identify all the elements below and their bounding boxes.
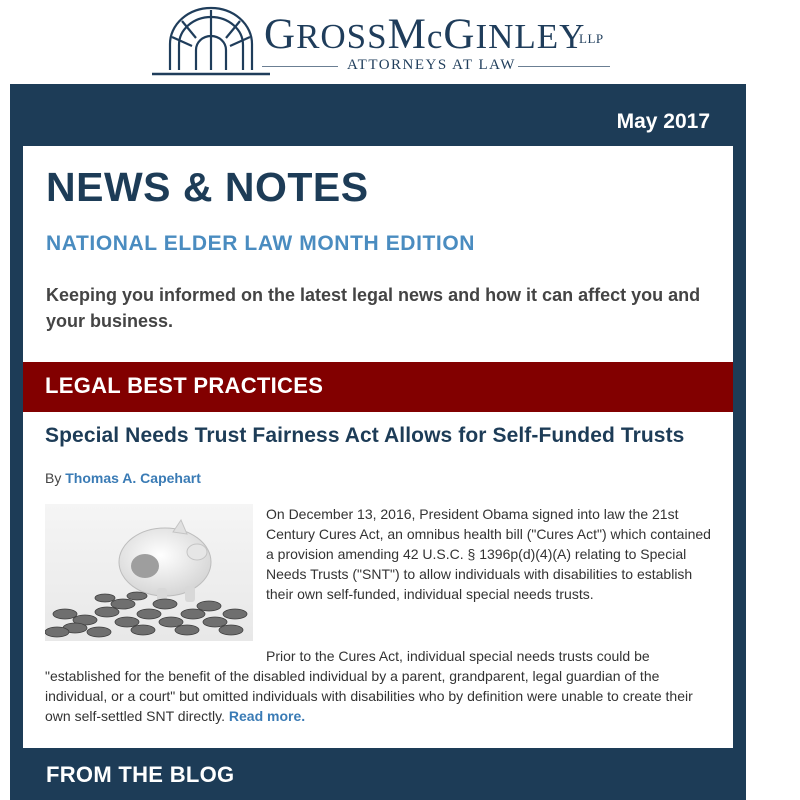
byline-prefix: By bbox=[45, 470, 62, 486]
firm-logo[interactable] bbox=[0, 0, 800, 84]
article-title-link[interactable]: Special Needs Trust Fairness Act Allows for Self-Funded Trusts bbox=[45, 424, 685, 447]
intro-text: Keeping you informed on the latest legal news and how it can affect you and your business. bbox=[46, 285, 701, 331]
tagline-rule-right bbox=[518, 66, 610, 67]
section-header-legal-best-practices bbox=[23, 362, 733, 412]
firm-suffix: LLP bbox=[579, 31, 604, 46]
article-paragraph-1: On December 13, 2016, President Obama signed into law the 21st Century Cures Act, an omnibus health bill ("Cures Act") which contained a provision amending 42 U.S.C. § 1396p(d)(4)(A) relating to Special Needs Trusts ("SNT") to allow individuals with disabilities to establish their own self-funded, individual special needs trusts. bbox=[266, 506, 711, 602]
author-link[interactable]: Thomas A. Capehart bbox=[65, 470, 201, 486]
section-title: LEGAL BEST PRACTICES bbox=[45, 373, 324, 398]
newsletter-title: NEWS & NOTES bbox=[46, 164, 369, 210]
firm-name: GROSSMcGINLEY bbox=[264, 11, 586, 58]
piggy-bank-coins-image[interactable] bbox=[45, 504, 253, 641]
arched-window-icon bbox=[148, 4, 274, 76]
edition-subtitle: NATIONAL ELDER LAW MONTH EDITION bbox=[46, 232, 476, 255]
section-header-from-the-blog: FROM THE BLOG bbox=[46, 762, 235, 787]
issue-date: May 2017 bbox=[616, 110, 710, 133]
tagline-rule-left bbox=[262, 66, 338, 67]
article-paragraph-2-text: "established for the benefit of the disabled individual by a parent, grandparent, legal guardian of the individual, or a court" but omitted individuals with disabilities who by definition were unable to create their own self-settled SNT directly. bbox=[45, 668, 693, 724]
newsletter-frame bbox=[10, 84, 746, 800]
firm-tagline: ATTORNEYS AT LAW bbox=[347, 57, 516, 73]
newsletter-card bbox=[23, 146, 733, 748]
article-byline bbox=[45, 470, 201, 486]
article-paragraph-2 bbox=[45, 666, 715, 726]
piggy-bank-illustration bbox=[45, 504, 253, 641]
article-paragraph-2-line-1: Prior to the Cures Act, individual special needs trusts could be bbox=[266, 648, 650, 664]
read-more-link[interactable]: Read more. bbox=[228, 708, 306, 724]
